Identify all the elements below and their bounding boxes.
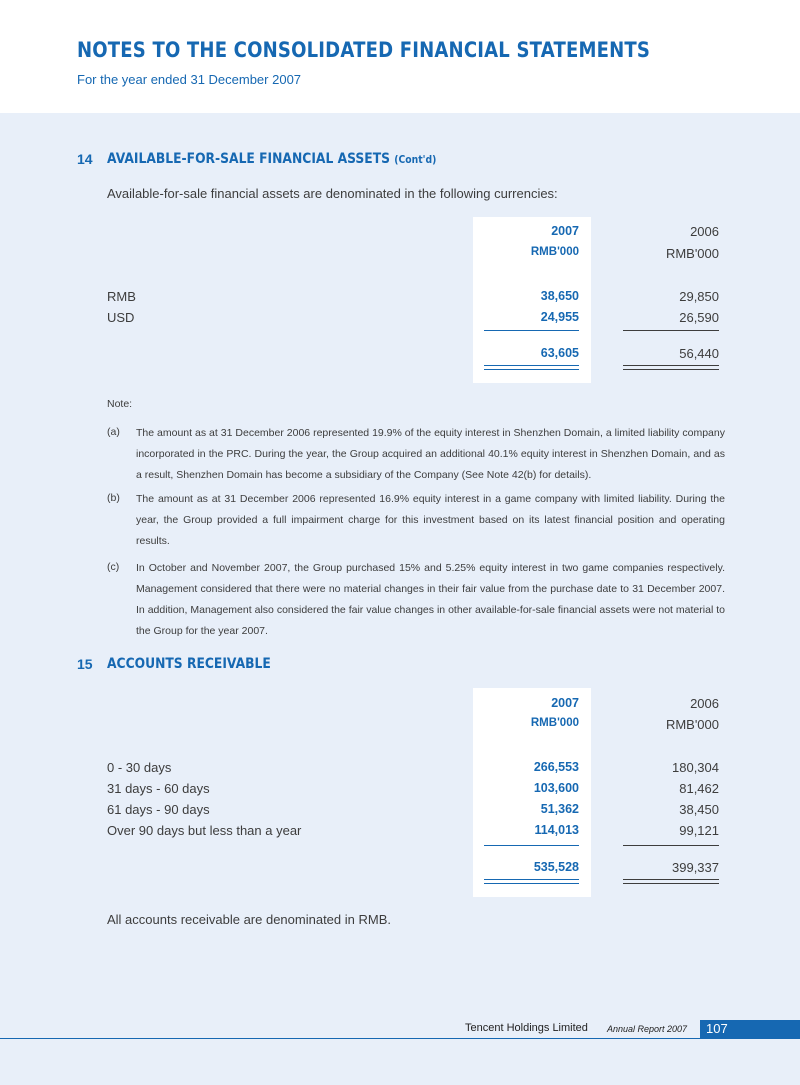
s15-row-label: 0 - 30 days: [107, 760, 172, 775]
s14-header-2006: 2006: [690, 224, 719, 239]
footer-report-name: Annual Report 2007: [607, 1024, 688, 1034]
s14-row-value-2006: 29,850: [679, 289, 719, 304]
s14-row-value-2007: 38,650: [540, 289, 579, 303]
note-letter: (b): [107, 492, 120, 504]
note-letter: (c): [107, 561, 120, 573]
section-14-title-text: AVAILABLE-FOR-SALE FINANCIAL ASSETS: [107, 151, 391, 167]
s15-row-value-2007: 103,600: [533, 781, 579, 795]
s14-total-2007: 63,605: [540, 346, 579, 360]
s14-total-rule-2007-bottom: [484, 369, 579, 370]
s15-row-label: 61 days - 90 days: [107, 802, 210, 817]
note-text: The amount as at 31 December 2006 represented 16.9% equity interest in a game company with limited liability. During the year, the Group provided a full impairment charge for this investment based on its latest financial position and operating results.: [136, 493, 725, 547]
s15-row-value-2006: 38,450: [679, 802, 719, 817]
s15-row-value-2006: 99,121: [679, 823, 719, 838]
s14-subtotal-rule-2007: [484, 330, 579, 331]
note-label: Note:: [107, 398, 133, 410]
note-text: In October and November 2007, the Group purchased 15% and 5.25% equity interest in two game companies respectively. Management considered that there were no material changes in their fair value from the purchase date to 31 December 2007. In addition, Management also considered the fair value changes in other available-for-sale financial assets were not material to the Group for the year 2007.: [136, 562, 725, 637]
s15-header-2007: 2007: [551, 696, 579, 710]
section-14-intro: Available-for-sale financial assets are denominated in the following currencies:: [107, 186, 558, 201]
s15-row-label: 31 days - 60 days: [107, 781, 210, 796]
s15-row-value-2007: 114,013: [534, 823, 579, 837]
s14-row-value-2006: 26,590: [679, 310, 719, 325]
s15-row-value-2007: 51,362: [540, 802, 579, 816]
s15-header-2006: 2006: [690, 696, 719, 711]
footer-rule: [0, 1038, 800, 1039]
s14-row-value-2007: 24,955: [540, 310, 579, 324]
s14-total-2006: 56,440: [679, 346, 719, 361]
footer-company-name: Tencent Holdings Limited: [465, 1022, 588, 1034]
s15-row-label: Over 90 days but less than a year: [107, 823, 302, 838]
section-15-number: 15: [77, 656, 93, 672]
section-14-title: [107, 151, 436, 167]
section-15-title: ACCOUNTS RECEIVABLE: [107, 656, 271, 672]
s15-total-2007: 535,528: [533, 860, 579, 874]
s14-unit-2006: RMB'000: [665, 246, 719, 261]
s14-total-rule-2006-top: [623, 365, 719, 366]
note-letter: (a): [107, 426, 120, 438]
page-header: [0, 0, 800, 113]
s15-total-rule-2006-top: [623, 879, 719, 880]
s15-unit-2006: RMB'000: [665, 717, 719, 732]
s15-total-rule-2007-bottom: [484, 883, 579, 884]
s15-total-2006: 399,337: [672, 860, 719, 875]
section-14-title-suffix: (Cont'd): [394, 154, 437, 166]
page-title: NOTES TO THE CONSOLIDATED FINANCIAL STATEMENTS: [77, 38, 651, 62]
s15-subtotal-rule-2007: [484, 845, 579, 846]
s14-total-rule-2006-bottom: [623, 369, 719, 370]
s14-row-label: RMB: [107, 289, 136, 304]
page-subtitle: For the year ended 31 December 2007: [77, 72, 302, 87]
s15-total-rule-2006-bottom: [623, 883, 719, 884]
note-text: The amount as at 31 December 2006 represented 19.9% of the equity interest in Shenzhen Domain, a limited liability company incorporated in the PRC. During the year, the Group acquired an additional 40.1% equity interest in Shenzhen Domain, and as a result, Shenzhen Domain has become a subsidiary of the Company (See Note 42(b) for details).: [136, 427, 725, 481]
s15-subtotal-rule-2006: [623, 845, 719, 846]
section-14-number: 14: [77, 151, 93, 167]
s15-total-rule-2007-top: [484, 879, 579, 880]
s15-unit-2007: RMB'000: [530, 717, 579, 729]
s14-unit-2007: RMB'000: [530, 246, 579, 258]
s15-row-value-2006: 81,462: [679, 781, 719, 796]
s14-header-2007: 2007: [551, 224, 579, 238]
page-number: 107: [706, 1021, 728, 1036]
s14-row-label: USD: [107, 310, 135, 325]
s14-total-rule-2007-top: [484, 365, 579, 366]
s15-row-value-2007: 266,553: [533, 760, 579, 774]
s14-subtotal-rule-2006: [623, 330, 719, 331]
s15-row-value-2006: 180,304: [672, 760, 719, 775]
section-15-footnote: All accounts receivable are denominated in RMB.: [107, 912, 391, 927]
